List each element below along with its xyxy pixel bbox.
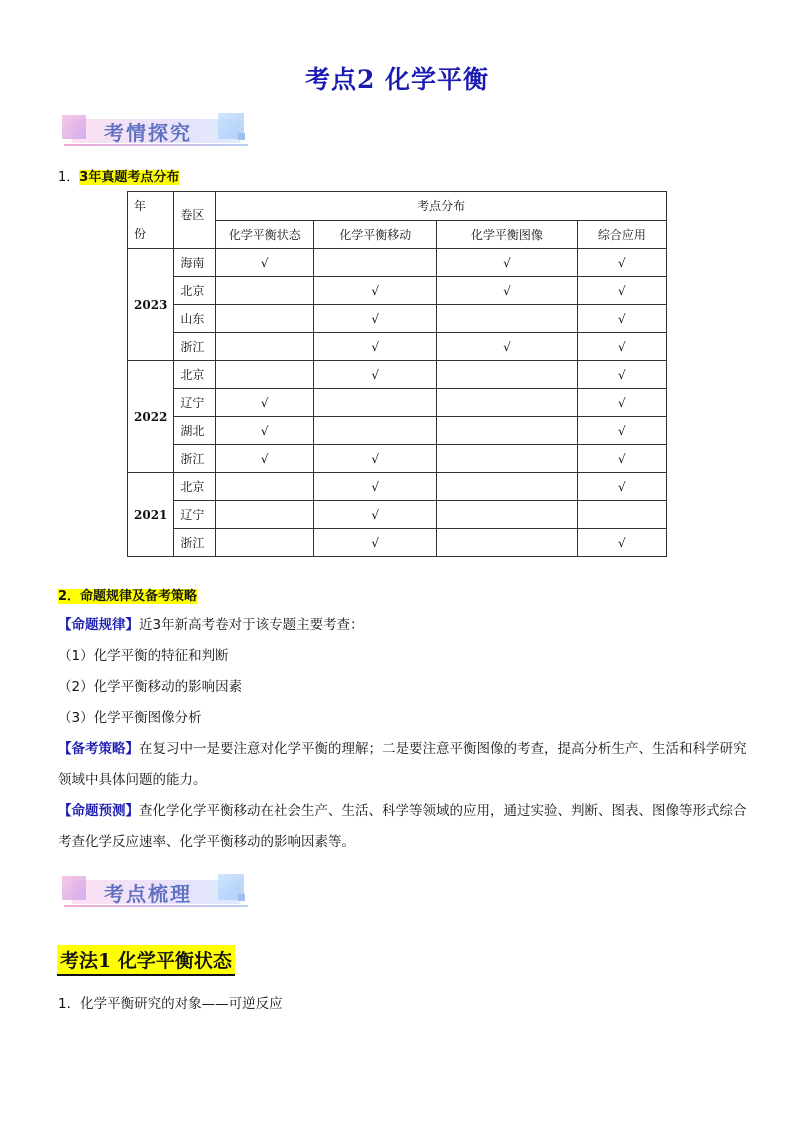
section2-heading (58, 585, 197, 604)
region-cell: 北京 (174, 361, 216, 389)
header-region: 卷区 (174, 192, 216, 249)
point-1: （1）化学平衡的特征和判断 (58, 648, 229, 664)
check-cell: √ (314, 333, 437, 361)
check-cell (216, 529, 314, 557)
region-cell: 北京 (174, 277, 216, 305)
prediction-text: 查化学化学平衡移动在社会生产、生活、科学等领域的应用，通过实验、判断、图表、图像等形式综合考查化学反应速率、化学平衡移动的影响因素等。 (58, 803, 747, 850)
header-col-equilibrium-graph: 化学平衡图像 (437, 220, 578, 249)
check-cell: √ (216, 417, 314, 445)
check-cell (216, 333, 314, 361)
check-cell: √ (437, 277, 578, 305)
table-row (128, 389, 667, 417)
section1-label: 3年真题考点分布 (79, 170, 180, 185)
table-row (128, 333, 667, 361)
check-cell: √ (216, 249, 314, 277)
region-cell: 山东 (174, 305, 216, 333)
strategy-text: 在复习中一是要注意对化学平衡的理解；二是要注意平衡图像的考查，提高分析生产、生活和科学研究领域中具体问题的能力。 (58, 741, 747, 788)
region-cell: 浙江 (174, 333, 216, 361)
check-cell: √ (577, 333, 666, 361)
check-cell (216, 277, 314, 305)
check-cell (437, 445, 578, 473)
check-cell (216, 473, 314, 501)
prediction-tag: 【命题预测】 (58, 803, 139, 819)
check-cell: √ (314, 529, 437, 557)
check-cell (577, 501, 666, 529)
check-cell: √ (577, 305, 666, 333)
check-cell: √ (437, 249, 578, 277)
table-row (128, 445, 667, 473)
page-title: 考点2 化学平衡 (304, 65, 490, 94)
content-line-1: 1．化学平衡研究的对象——可逆反应 (58, 996, 283, 1012)
table-row (128, 249, 667, 277)
region-cell: 浙江 (174, 445, 216, 473)
check-cell: √ (314, 445, 437, 473)
check-cell: √ (577, 473, 666, 501)
year-cell: 2023 (128, 249, 174, 361)
rule-paragraph (58, 610, 748, 641)
year-cell: 2022 (128, 361, 174, 473)
table-row (128, 529, 667, 557)
header-col-equilibrium-shift: 化学平衡移动 (314, 220, 437, 249)
check-cell (437, 389, 578, 417)
table-row (128, 305, 667, 333)
banner-text: 考点梳理 (104, 882, 192, 906)
check-cell: √ (216, 389, 314, 417)
year-cell: 2021 (128, 473, 174, 557)
check-cell: √ (437, 333, 578, 361)
table-row (128, 473, 667, 501)
section2-label: 命题规律及备考策略 (80, 589, 198, 604)
method-heading: 考法1 化学平衡状态 (57, 945, 235, 976)
header-distribution: 考点分布 (216, 192, 667, 221)
check-cell: √ (577, 445, 666, 473)
check-cell (314, 417, 437, 445)
region-cell: 海南 (174, 249, 216, 277)
check-cell: √ (314, 277, 437, 305)
check-cell (314, 389, 437, 417)
check-cell: √ (577, 249, 666, 277)
exam-distribution-table (127, 191, 667, 557)
header-col-comprehensive: 综合应用 (577, 220, 666, 249)
check-cell: √ (216, 445, 314, 473)
region-cell: 湖北 (174, 417, 216, 445)
banner-text: 考情探究 (104, 121, 192, 145)
region-cell: 浙江 (174, 529, 216, 557)
check-cell (437, 361, 578, 389)
section2-number: 2． (58, 589, 81, 604)
rule-text: 近3年新高考卷对于该专题主要考查： (139, 617, 364, 633)
check-cell: √ (577, 389, 666, 417)
check-cell (437, 417, 578, 445)
header-col-equilibrium-state: 化学平衡状态 (216, 220, 314, 249)
check-cell (437, 529, 578, 557)
table-row (128, 277, 667, 305)
check-cell: √ (577, 417, 666, 445)
check-cell (216, 361, 314, 389)
check-cell: √ (577, 361, 666, 389)
check-cell (437, 305, 578, 333)
point-3: （3）化学平衡图像分析 (58, 710, 202, 726)
region-cell: 北京 (174, 473, 216, 501)
check-cell (437, 501, 578, 529)
section-banner-key-points (62, 874, 248, 908)
section1-heading (58, 166, 179, 185)
check-cell: √ (577, 529, 666, 557)
check-cell (437, 473, 578, 501)
check-cell (216, 305, 314, 333)
rule-tag: 【命题规律】 (58, 617, 139, 633)
section1-number: 1． (58, 170, 80, 185)
prediction-paragraph (58, 796, 748, 858)
check-cell: √ (314, 501, 437, 529)
table-row (128, 361, 667, 389)
region-cell: 辽宁 (174, 389, 216, 417)
check-cell: √ (314, 305, 437, 333)
table-row (128, 501, 667, 529)
header-year: 年 份 (128, 192, 174, 249)
section-banner-exam-analysis (62, 113, 248, 147)
point-2: （2）化学平衡移动的影响因素 (58, 679, 243, 695)
strategy-tag: 【备考策略】 (58, 741, 139, 757)
check-cell (314, 249, 437, 277)
strategy-paragraph (58, 734, 748, 796)
check-cell (216, 501, 314, 529)
check-cell: √ (314, 473, 437, 501)
table-row (128, 417, 667, 445)
region-cell: 辽宁 (174, 501, 216, 529)
check-cell: √ (577, 277, 666, 305)
check-cell: √ (314, 361, 437, 389)
